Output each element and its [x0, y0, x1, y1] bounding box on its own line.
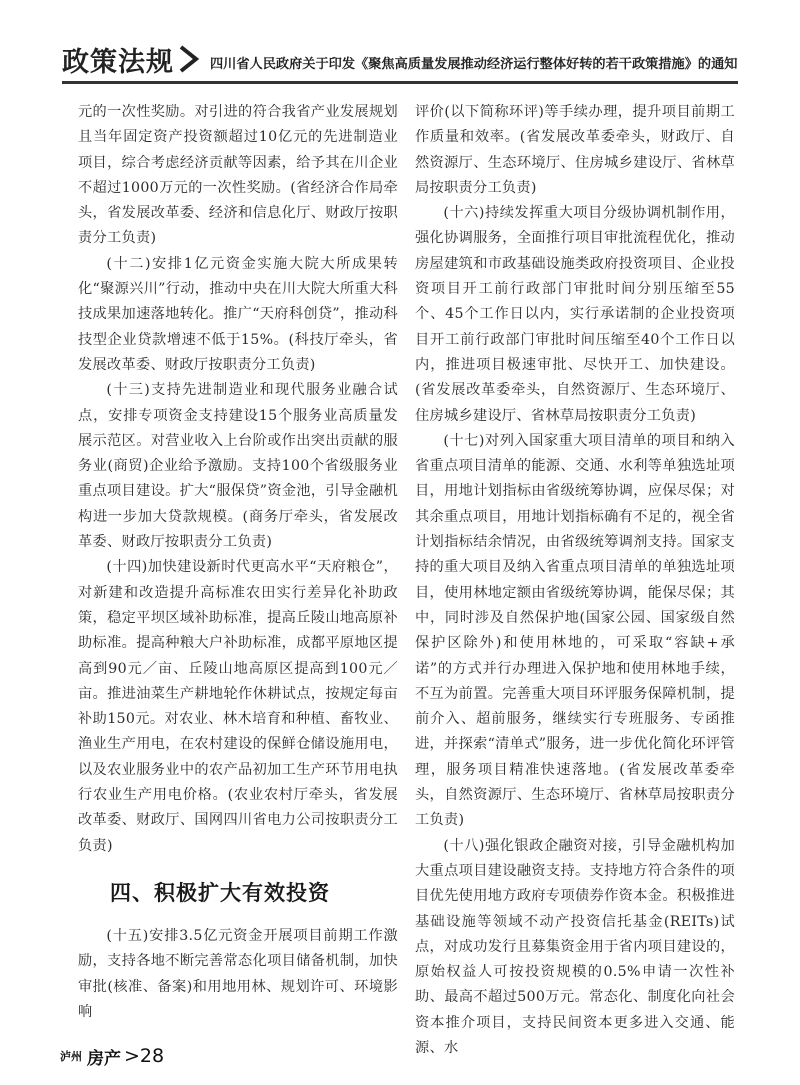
page-number: >28	[124, 1045, 165, 1067]
paragraph: (十七)对列入国家重大项目清单的项目和纳入省重点项目清单的能源、交通、水利等单独选址项目，用地计划指标由省级统筹协调，应保尽保；对其余重点项目，用地计划指标确有不足的，视全省计划指标结余情况，由省级统筹调剂支持。国家支持的重大项目及纳入省重点项目清单的单独选址项目，使用林地定额由省级统筹协调，能保尽保；其中，同时涉及自然保护地(国家公园、国家级自然保护区除外)和使用林地的，可采取“容缺+承诺”的方式并行办理进入保护地和使用林地手续，不互为前置。完善重大项目环评服务保障机制，提前介入、超前服务，继续实行专班服务、专函推进，并探索“清单式”服务，进一步优化简化环评管理，服务项目精准快速落地。(省发展改革委牵头，自然资源厅、生态环境厅、省林草局按职责分工负责)	[415, 432, 735, 829]
section-title: 政策法规	[62, 47, 174, 78]
paragraph: (十五)安排3.5亿元资金开展项目前期工作激励，支持各地不断完善常态化项目储备机制，加快审批(核准、备案)和用地用林、规划许可、环境影响	[78, 927, 398, 1020]
article-title: 四川省人民政府关于印发《聚焦高质量发展推动经济运行整体好转的若干政策措施》的通知	[210, 57, 738, 72]
logo-city: 泸州	[60, 1050, 82, 1063]
paragraph: (十六)持续发挥重大项目分级协调机制作用，强化协调服务，全面推行项目审批流程优化，推动房屋建筑和市政基础设施类政府投资项目、企业投资项目开工前行政部门审批时间分别压缩至55个、45个工作日以内，实行承诺制的企业投资项目开工前行政部门审批时间压缩至40个工作日以内，推进项目极速审批、尽快开工、加快建设。(省发展改革委牵头，自然资源厅、生态环境厅、住房城乡建设厅、省林草局按职责分工负责)	[415, 205, 735, 424]
magazine-logo	[60, 1044, 121, 1069]
left-column	[78, 100, 398, 1025]
paragraph: 元的一次性奖励。对引进的符合我省产业发展规划且当年固定资产投资额超过10亿元的先进制造业项目，综合考虑经济贡献等因素，给予其在川企业不超过1000万元的一次性奖励。(省经济合作局牵头，省发展改革委、经济和信息化厅、财政厅按职责分工负责)	[78, 104, 398, 247]
page-header	[0, 0, 800, 90]
paragraph: (十八)强化银政企融资对接，引导金融机构加大重点项目建设融资支持。支持地方符合条件的项目优先使用地方政府专项债券作资本金。积极推进基础设施等领域不动产投资信托基金(REITs)试点，对成功发行且募集资金用于省内项目建设的，原始权益人可按投资规模的0.5%申请一次性补助、最高不超过500万元。常态化、制度化向社会资本推介项目，支持民间资本更多进入交通、能源、水	[415, 837, 735, 1056]
paragraph: 评价(以下简称环评)等手续办理，提升项目前期工作质量和效率。(省发展改革委牵头，财政厅、自然资源厅、生态环境厅、住房城乡建设厅、省林草局按职责分工负责)	[415, 104, 735, 196]
paragraph: (十三)支持先进制造业和现代服务业融合试点，安排专项资金支持建设15个服务业高质量发展示范区。对营业收入上台阶或作出突出贡献的服务业(商贸)企业给予激励。支持100个省级服务业重点项目建设。扩大“服保贷”资金池，引导金融机构进一步加大贷款规模。(商务厅牵头，省发展改革委、财政厅按职责分工负责)	[78, 382, 398, 551]
header-divider	[62, 81, 738, 84]
paragraph: (十二)安排1亿元资金实施大院大所成果转化“聚源兴川”行动，推动中央在川大院大所重大科技成果加速落地转化。推广“天府科创贷”，推动科技型企业贷款增速不低于15%。(科技厅牵头，省发展改革委、财政厅按职责分工负责)	[78, 255, 398, 373]
chevron-right-icon	[178, 44, 200, 74]
right-column	[415, 100, 735, 1061]
logo-title: 房产	[87, 1048, 121, 1069]
section-heading: 四、积极扩大有效投资	[110, 880, 330, 905]
page-footer	[60, 1043, 164, 1069]
paragraph: (十四)加快建设新时代更高水平“天府粮仓”，对新建和改造提升高标准农田实行差异化补助政策，稳定平坝区域补助标准，提高丘陵山地高原补助标准。提高种粮大户补助标准，成都平原地区提高到90元／亩、丘陵山地高原区提高到100元／亩。推进油菜生产耕地轮作休耕试点，按规定每亩补助150元。对农业、林木培育和种植、畜牧业、渔业生产用电，在农村建设的保鲜仓储设施用电，以及农业服务业中的农产品初加工生产环节用电执行农业生产用电价格。(农业农村厅牵头，省发展改革委、财政厅、国网四川省电力公司按职责分工负责)	[78, 559, 398, 854]
